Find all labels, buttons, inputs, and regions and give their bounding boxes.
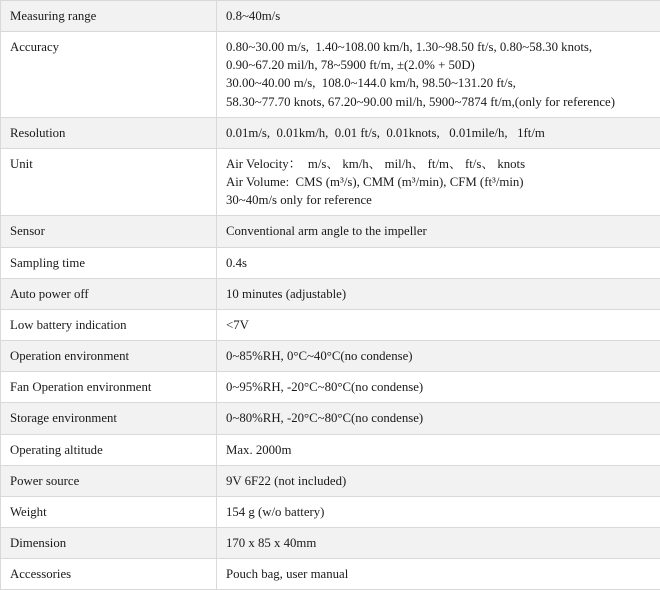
spec-value-cell [217, 216, 660, 247]
table-row [1, 465, 660, 496]
table-row [1, 309, 660, 340]
spec-value-line: 0.80~30.00 m/s, 1.40~108.00 km/h, 1.30~98.50 ft/s, 0.80~58.30 knots, [226, 38, 660, 56]
spec-value-line: Conventional arm angle to the impeller [226, 222, 660, 240]
table-row [1, 341, 660, 372]
table-row [1, 559, 660, 590]
table-row [1, 1, 660, 32]
spec-label-cell: Weight [1, 496, 217, 527]
spec-value-line: 170 x 85 x 40mm [226, 534, 660, 552]
spec-value-line: 30~40m/s only for reference [226, 191, 660, 209]
spec-label-cell: Unit [1, 148, 217, 215]
spec-value-line: <7V [226, 316, 660, 334]
spec-value-line: 0~85%RH, 0°C~40°C(no condense) [226, 347, 660, 365]
spec-value-line: 0.4s [226, 254, 660, 272]
spec-value-cell [217, 309, 660, 340]
spec-value-cell [217, 32, 660, 118]
spec-label-cell: Measuring range [1, 1, 217, 32]
spec-label-cell: Power source [1, 465, 217, 496]
spec-value-cell [217, 278, 660, 309]
table-row [1, 434, 660, 465]
table-row [1, 278, 660, 309]
table-row [1, 247, 660, 278]
spec-label-cell: Operation environment [1, 341, 217, 372]
spec-value-line: Air Volume: CMS (m³/s), CMM (m³/min), CFM (ft³/min) [226, 173, 660, 191]
spec-value-line: Air Velocity： m/s、 km/h、 mil/h、 ft/m、 ft/s、 knots [226, 155, 660, 173]
spec-label-cell: Storage environment [1, 403, 217, 434]
spec-value-line: 58.30~77.70 knots, 67.20~90.00 mil/h, 5900~7874 ft/m,(only for reference) [226, 93, 660, 111]
table-row [1, 216, 660, 247]
spec-value-cell [217, 247, 660, 278]
spec-label-cell: Fan Operation environment [1, 372, 217, 403]
spec-value-cell [217, 341, 660, 372]
spec-label-cell: Resolution [1, 117, 217, 148]
spec-value-line: 30.00~40.00 m/s, 108.0~144.0 km/h, 98.50~131.20 ft/s, [226, 74, 660, 92]
spec-value-line: Pouch bag, user manual [226, 565, 660, 583]
spec-label-cell: Auto power off [1, 278, 217, 309]
spec-value-line: 0~95%RH, -20°C~80°C(no condense) [226, 378, 660, 396]
table-row [1, 403, 660, 434]
table-row [1, 496, 660, 527]
spec-label-cell: Low battery indication [1, 309, 217, 340]
spec-value-cell [217, 148, 660, 215]
spec-label-cell: Sampling time [1, 247, 217, 278]
spec-value-line: 0.01m/s, 0.01km/h, 0.01 ft/s, 0.01knots, 0.01mile/h, 1ft/m [226, 124, 660, 142]
spec-value-line: 9V 6F22 (not included) [226, 472, 660, 490]
spec-value-cell [217, 559, 660, 590]
spec-value-cell [217, 434, 660, 465]
table-row [1, 372, 660, 403]
spec-value-cell [217, 465, 660, 496]
spec-label-cell: Sensor [1, 216, 217, 247]
spec-value-line: Max. 2000m [226, 441, 660, 459]
spec-value-cell [217, 117, 660, 148]
spec-value-line: 0~80%RH, -20°C~80°C(no condense) [226, 409, 660, 427]
spec-value-cell [217, 496, 660, 527]
table-row [1, 32, 660, 118]
spec-label-cell: Accuracy [1, 32, 217, 118]
spec-value-line: 154 g (w/o battery) [226, 503, 660, 521]
spec-value-line: 0.90~67.20 mil/h, 78~5900 ft/m, ±(2.0% + 50D) [226, 56, 660, 74]
table-row [1, 148, 660, 215]
spec-value-cell [217, 403, 660, 434]
spec-label-cell: Dimension [1, 527, 217, 558]
spec-label-cell: Accessories [1, 559, 217, 590]
table-row [1, 117, 660, 148]
spec-value-cell [217, 1, 660, 32]
spec-value-line: 10 minutes (adjustable) [226, 285, 660, 303]
spec-value-line: 0.8~40m/s [226, 7, 660, 25]
spec-label-cell: Operating altitude [1, 434, 217, 465]
spec-value-cell [217, 372, 660, 403]
specifications-table-body [1, 1, 660, 590]
